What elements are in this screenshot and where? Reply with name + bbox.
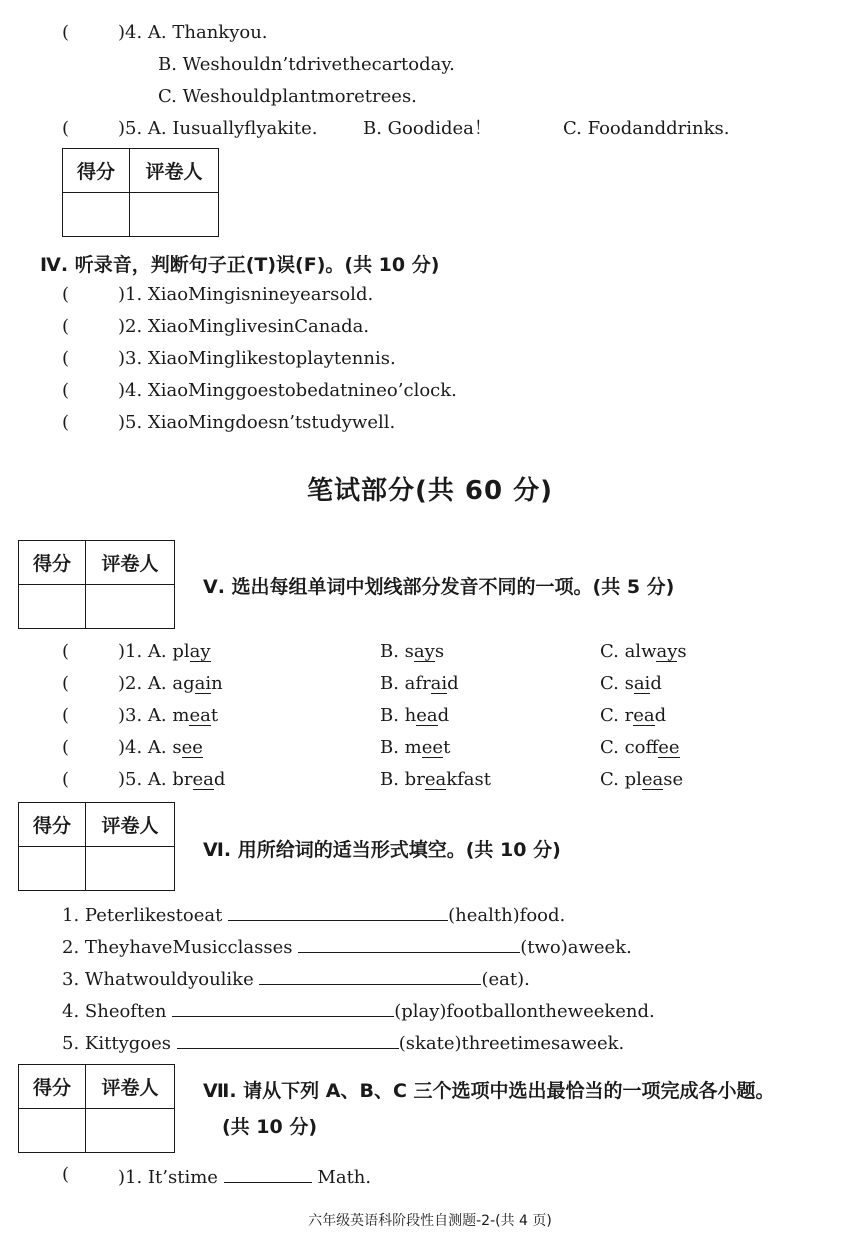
answer-blank[interactable]	[259, 966, 481, 985]
s6-q2-hint: (two)aweek.	[520, 937, 632, 958]
grader-label: 评卷人	[130, 149, 219, 193]
s4-q4-paren: (	[62, 380, 70, 401]
q4-option-b: B. Weshouldn’tdrivethecartoday.	[158, 54, 455, 75]
q5-paren: (	[62, 118, 70, 139]
q5-option-a: )5. A. Iusuallyflyakite.	[118, 118, 318, 139]
s5-q3-option-a: )3. A. meat	[118, 705, 219, 726]
s5-q4-option-c: C. coffee	[600, 737, 680, 758]
q5-option-b: B. Goodidea！	[363, 118, 492, 139]
s6-q5-hint: (skate)threetimesaweek.	[398, 1033, 625, 1054]
s5-q1-option-b: B. says	[380, 641, 445, 662]
q4-option-c: C. Weshouldplantmoretrees.	[158, 86, 417, 107]
s4-q3-paren: (	[62, 348, 70, 369]
s6-q4-hint: (play)footballontheweekend.	[394, 1001, 655, 1022]
s7-q1	[118, 1164, 371, 1189]
score-cell	[19, 585, 86, 629]
s5-q5-option-a: )5. A. bread	[118, 769, 226, 790]
s5-q1-option-c: C. always	[600, 641, 687, 662]
s5-q4-paren: (	[62, 737, 70, 758]
score-label: 得分	[19, 803, 86, 847]
section-7-points: (共 10 分)	[222, 1116, 318, 1138]
q4-paren: (	[62, 22, 70, 43]
q4-option-a: )4. A. Thankyou.	[118, 22, 268, 43]
s4-q1-text: )1. XiaoMingisnineyearsold.	[118, 284, 374, 305]
s4-q2-paren: (	[62, 316, 70, 337]
score-table	[18, 540, 175, 629]
score-cell	[63, 193, 130, 237]
s6-q3-hint: (eat).	[481, 969, 530, 990]
q5-option-c: C. Foodanddrinks.	[563, 118, 730, 139]
s4-q1-paren: (	[62, 284, 70, 305]
answer-blank[interactable]	[177, 1030, 399, 1049]
s5-q5-option-b: B. breakfast	[380, 769, 491, 790]
grader-label: 评卷人	[86, 1065, 175, 1109]
s5-q2-option-a: )2. A. again	[118, 673, 223, 694]
score-cell	[19, 1109, 86, 1153]
s6-q3	[62, 966, 530, 991]
page-footer: 六年级英语科阶段性自测题-2-(共 4 页)	[308, 1213, 552, 1229]
s6-q2	[62, 934, 632, 959]
answer-blank[interactable]	[228, 902, 448, 921]
s4-q4-text: )4. XiaoMinggoestobedatnineo’clock.	[118, 380, 457, 401]
s6-q5-text: 5. Kittygoes	[62, 1033, 171, 1054]
s6-q1	[62, 902, 565, 927]
s5-q4-option-b: B. meet	[380, 737, 451, 758]
section-4-heading: Ⅳ. 听录音，判断句子正(T)误(F)。(共 10 分)	[40, 254, 440, 276]
score-table	[18, 802, 175, 891]
s6-q1-hint: (health)food.	[448, 905, 566, 926]
grader-cell	[86, 847, 175, 891]
score-label: 得分	[19, 541, 86, 585]
score-cell	[19, 847, 86, 891]
written-part-title: 笔试部分(共 60 分)	[306, 476, 554, 506]
s5-q2-option-b: B. afraid	[380, 673, 459, 694]
s6-q1-text: 1. Peterlikestoeat	[62, 905, 223, 926]
s5-q3-paren: (	[62, 705, 70, 726]
answer-blank[interactable]	[298, 934, 520, 953]
s7-q1-text-end: Math.	[317, 1167, 372, 1188]
score-label: 得分	[19, 1065, 86, 1109]
s5-q4-option-a: )4. A. see	[118, 737, 203, 758]
s6-q2-text: 2. TheyhaveMusicclasses	[62, 937, 293, 958]
s5-q5-option-c: C. please	[600, 769, 684, 790]
s5-q1-paren: (	[62, 641, 70, 662]
grader-cell	[86, 585, 175, 629]
score-label: 得分	[63, 149, 130, 193]
s5-q2-paren: (	[62, 673, 70, 694]
section-5-heading: Ⅴ. 选出每组单词中划线部分发音不同的一项。(共 5 分)	[203, 576, 675, 598]
s6-q4	[62, 998, 655, 1023]
s7-q1-text: )1. It’stime	[118, 1167, 218, 1188]
s6-q4-text: 4. Sheoften	[62, 1001, 167, 1022]
score-table	[62, 148, 219, 237]
s7-q1-paren: (	[62, 1164, 70, 1185]
answer-blank[interactable]	[172, 998, 394, 1017]
s5-q5-paren: (	[62, 769, 70, 790]
section-7-heading: Ⅶ. 请从下列 A、B、C 三个选项中选出最恰当的一项完成各小题。	[203, 1080, 775, 1102]
s4-q3-text: )3. XiaoMinglikestoplaytennis.	[118, 348, 396, 369]
answer-blank[interactable]	[224, 1164, 312, 1183]
s4-q2-text: )2. XiaoMinglivesinCanada.	[118, 316, 370, 337]
s5-q2-option-c: C. said	[600, 673, 662, 694]
s4-q5-paren: (	[62, 412, 70, 433]
grader-cell	[130, 193, 219, 237]
grader-label: 评卷人	[86, 541, 175, 585]
s4-q5-text: )5. XiaoMingdoesn’tstudywell.	[118, 412, 396, 433]
section-6-heading: Ⅵ. 用所给词的适当形式填空。(共 10 分)	[203, 839, 561, 861]
grader-cell	[86, 1109, 175, 1153]
s5-q3-option-b: B. head	[380, 705, 450, 726]
s6-q5	[62, 1030, 624, 1055]
score-table	[18, 1064, 175, 1153]
grader-label: 评卷人	[86, 803, 175, 847]
s6-q3-text: 3. Whatwouldyoulike	[62, 969, 254, 990]
s5-q1-option-a: )1. A. play	[118, 641, 211, 662]
s5-q3-option-c: C. read	[600, 705, 667, 726]
